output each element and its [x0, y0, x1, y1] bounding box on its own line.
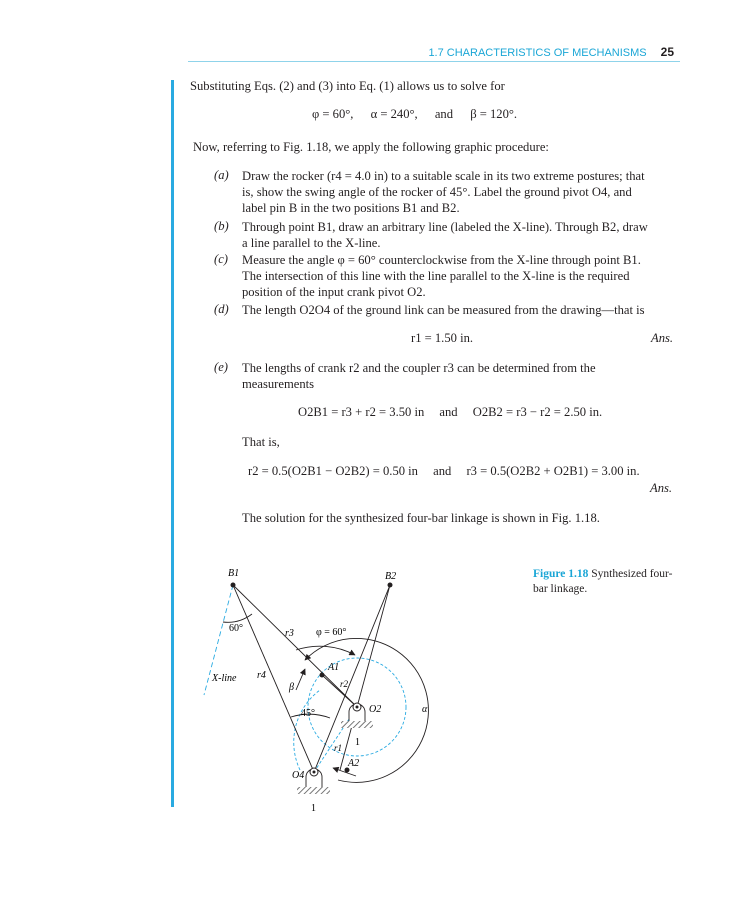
- label-r4: r4: [257, 670, 266, 681]
- margin-bar: [171, 80, 174, 807]
- step-e-label: (e): [214, 360, 228, 374]
- step-b-line: Through point B1, draw an arbitrary line (labeled the X-line). Through B2, draw: [242, 220, 648, 234]
- step-a-line: is, show the swing angle of the rocker of 45°. Label the ground pivot O4, and: [242, 185, 632, 200]
- step-e-line: The lengths of crank r2 and the coupler r3 can be determined from the: [242, 361, 596, 375]
- point-b2: [388, 583, 393, 588]
- that-is: That is,: [242, 435, 280, 449]
- coupler-b2: [340, 585, 390, 770]
- step-b-label: (b): [214, 219, 229, 233]
- header-rule: [188, 61, 680, 62]
- procedure-intro: Now, referring to Fig. 1.18, we apply the following graphic procedure:: [193, 140, 549, 154]
- arrow-a2: [333, 768, 356, 776]
- step-c-line: position of the input crank pivot O2.: [242, 285, 426, 300]
- label-angle60: 60°: [229, 623, 243, 634]
- phi-arc: [296, 646, 355, 655]
- and-word: and: [434, 107, 454, 121]
- ground-o2-hatch: [341, 721, 373, 728]
- label-ground-o2: 1: [355, 737, 360, 748]
- and-word: and: [439, 405, 458, 419]
- ans-label: Ans.: [650, 481, 673, 495]
- link-lengths-equation: [248, 464, 640, 479]
- step-a-label: (a): [214, 168, 229, 182]
- figure-caption: [533, 567, 683, 597]
- point-b1: [231, 583, 236, 588]
- ans-label: Ans.: [651, 331, 674, 345]
- label-xline: X-line: [212, 673, 237, 684]
- rocker-b1: [233, 585, 314, 772]
- r3-eq: r3 = 0.5(O2B2 + O2B1) = 3.00 in.: [466, 464, 640, 478]
- pivot-o4-dot: [313, 771, 316, 774]
- label-r3: r3: [285, 628, 294, 639]
- step-b-text: [242, 219, 674, 251]
- linkage-figure: [195, 560, 435, 820]
- measurement-equation: [298, 405, 602, 420]
- step-c-text: [242, 252, 674, 301]
- step-d-text: [242, 302, 674, 318]
- label-beta: β: [289, 682, 294, 693]
- alpha-arc: [305, 638, 428, 782]
- label-r1: r1: [334, 743, 343, 753]
- o2b1-eq: O2B1 = r3 + r2 = 3.50 in: [298, 405, 425, 419]
- step-c-line: The intersection of this line with the line parallel to the X-line is the required: [242, 269, 630, 284]
- caption-text: Synthesized four-bar linkage.: [533, 568, 673, 595]
- alpha-value: α = 240°,: [370, 107, 418, 121]
- label-o4: O4: [292, 770, 305, 781]
- page-number: 25: [660, 45, 674, 59]
- step-a-line: Draw the rocker (r4 = 4.0 in) to a suitable scale in its two extreme postures; that: [242, 169, 645, 183]
- intro-paragraph: Substituting Eqs. (2) and (3) into Eq. (1) allows us to solve for: [190, 79, 505, 93]
- step-c-line: Measure the angle φ = 60° counterclockwise from the X-line through point B1.: [242, 253, 641, 267]
- pivot-o2-dot: [356, 706, 359, 709]
- coupler-b1: [233, 585, 357, 707]
- label-r2: r2: [340, 679, 349, 689]
- label-alpha: α: [422, 704, 428, 715]
- r1-result: r1 = 1.50 in.: [411, 331, 474, 345]
- label-ground-o4: 1: [311, 803, 316, 814]
- label-b2: B2: [385, 571, 397, 582]
- label-a1: A1: [328, 662, 340, 673]
- step-d-line: The length O2O4 of the ground link can be measured from the drawing—that is: [242, 303, 645, 317]
- step-d-label: (d): [214, 302, 229, 316]
- point-a1: [320, 673, 325, 678]
- beta-value: β = 120°.: [470, 107, 518, 121]
- section-title: 1.7 CHARACTERISTICS OF MECHANISMS: [428, 47, 647, 59]
- label-b1: B1: [228, 568, 240, 579]
- label-angle45: 45°: [301, 708, 315, 719]
- step-e-line: measurements: [242, 377, 315, 392]
- phi-value: φ = 60°,: [312, 107, 354, 121]
- r2-eq: r2 = 0.5(O2B1 − O2B2) = 0.50 in: [248, 464, 418, 478]
- running-header: [380, 45, 674, 59]
- step-a-line: label pin B in the two positions B1 and B2.: [242, 201, 460, 216]
- step-a-text: [242, 168, 674, 217]
- label-phi: φ = 60°: [316, 627, 347, 638]
- caption-label: Figure 1.18: [533, 568, 589, 580]
- ground-o4-hatch: [297, 787, 330, 794]
- label-a2: A2: [348, 758, 360, 769]
- rocker-arc: [294, 690, 320, 770]
- step-c-label: (c): [214, 252, 228, 266]
- arrow-a1: [296, 669, 305, 690]
- o2b2-eq: O2B2 = r3 − r2 = 2.50 in.: [472, 405, 603, 419]
- and-word: and: [433, 464, 452, 478]
- step-e-text: [242, 360, 674, 392]
- conclusion: The solution for the synthesized four-bar linkage is shown in Fig. 1.18.: [242, 511, 600, 525]
- solution-equation: [312, 107, 517, 122]
- label-o2: O2: [369, 704, 382, 715]
- step-b-line: a line parallel to the X-line.: [242, 236, 381, 251]
